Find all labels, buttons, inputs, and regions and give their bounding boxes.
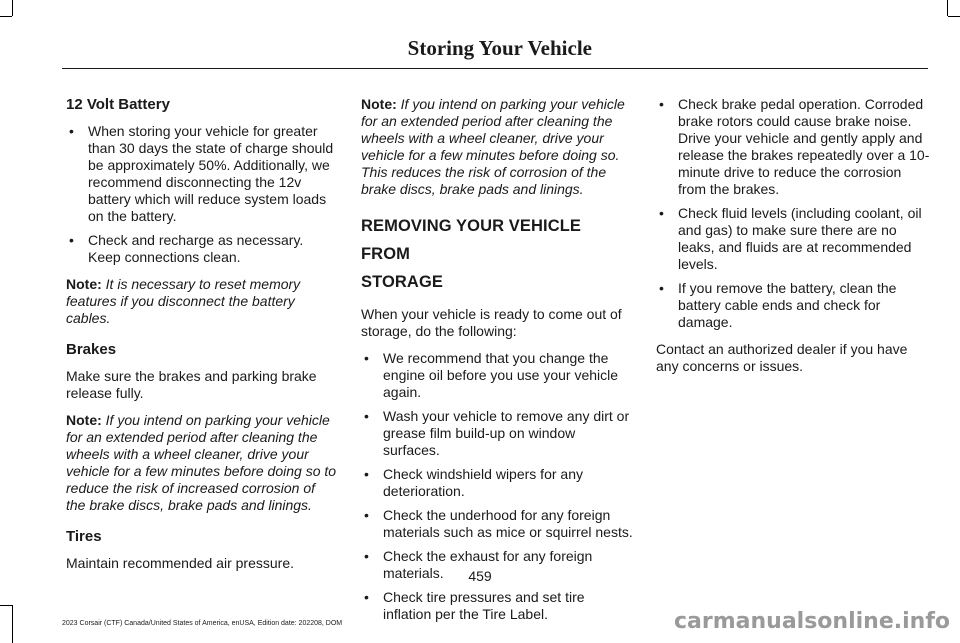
battery-list xyxy=(66,123,338,266)
page-title: Storing Your Vehicle xyxy=(407,36,592,60)
bullet-glyph: • xyxy=(364,589,369,605)
bullet-glyph: • xyxy=(659,280,664,296)
section-intro: When your vehicle is ready to come out of storage, do the following: xyxy=(361,306,622,339)
bullet-glyph: • xyxy=(364,408,369,424)
middle-column xyxy=(361,96,633,633)
bullet-glyph: • xyxy=(364,466,369,482)
crop-mark-top-left-h xyxy=(0,16,12,17)
note-text: If you intend on parking your vehicle for an extended period after cleaning the wheels with a wheel cleaner, drive your vehicle for a few minutes before doing so to reduce the risk of increased corrosion of the brake discs, brake pads and linings. xyxy=(66,412,337,513)
note-label: Note: xyxy=(361,96,397,112)
left-column xyxy=(66,96,338,582)
note-text: It is necessary to reset memory features if you disconnect the battery cables. xyxy=(66,276,301,326)
bullet-glyph: • xyxy=(659,205,664,221)
list-item-text: Check and recharge as necessary. Keep connections clean. xyxy=(88,232,304,265)
list-item-text: Check the exhaust for any foreign materials. xyxy=(383,548,593,581)
note-label: Note: xyxy=(66,276,102,292)
tires-text: Maintain recommended air pressure. xyxy=(66,555,294,571)
bullet-glyph: • xyxy=(364,507,369,523)
section-heading-line-2: STORAGE xyxy=(361,273,443,291)
storage-checks-list xyxy=(656,96,930,331)
crop-mark-top-right-h xyxy=(948,16,960,17)
closing-text: Contact an authorized dealer if you have any concerns or issues. xyxy=(656,341,908,374)
note-label: Note: xyxy=(66,412,102,428)
list-item xyxy=(361,466,633,500)
list-item xyxy=(656,96,930,198)
page-number: 459 xyxy=(468,568,492,584)
bullet-glyph: • xyxy=(364,350,369,366)
note-text: If you intend on parking your vehicle for an extended period after cleaning the wheels with a wheel cleaner, drive your vehicle for a few minutes before doing so. This reduces the risk of corrosion of the brake discs, brake pads and linings. xyxy=(361,96,625,197)
brakes-heading: Brakes xyxy=(66,341,117,358)
crop-mark-top-left-v xyxy=(12,0,13,16)
bullet-glyph: • xyxy=(364,548,369,564)
list-item-text: Check fluid levels (including coolant, oil and gas) to make sure there are no leaks, and fluids are at recommended levels. xyxy=(678,205,922,272)
list-item-text: Check windshield wipers for any deterioration. xyxy=(383,466,583,499)
edition-footer: 2023 Corsair (CTF) Canada/United States of America, enUSA, Edition date: 202208, DOM xyxy=(62,620,343,627)
crop-mark-bottom-left-v xyxy=(12,605,13,643)
list-item-text: Check the underhood for any foreign materials such as mice or squirrel nests. xyxy=(383,507,633,540)
list-item xyxy=(656,280,930,331)
list-item-text: When storing your vehicle for greater than 30 days the state of charge should be approximately 50%. Additionally, we recommend disconnecting the 12v battery which will reduce system loads on the battery. xyxy=(88,123,334,224)
right-column xyxy=(656,96,930,385)
battery-note xyxy=(66,276,338,327)
bullet-glyph: • xyxy=(69,232,74,248)
list-item-text: If you remove the battery, clean the battery cable ends and check for damage. xyxy=(678,280,897,330)
list-item-text: Wash your vehicle to remove any dirt or grease film build-up on window surfaces. xyxy=(383,408,630,458)
list-item xyxy=(361,408,633,459)
watermark: carmanualsonline.info xyxy=(674,609,950,634)
bullet-glyph: • xyxy=(659,96,664,112)
brakes-note xyxy=(66,412,338,514)
header-divider xyxy=(62,68,928,69)
list-item xyxy=(66,123,338,225)
brakes-text: Make sure the brakes and parking brake release fully. xyxy=(66,368,317,401)
section-heading-line-1: REMOVING YOUR VEHICLE FROM xyxy=(361,217,581,263)
crop-mark-top-right-v xyxy=(947,0,948,16)
list-item-text: We recommend that you change the engine oil before you use your vehicle again. xyxy=(383,350,619,400)
list-item xyxy=(66,232,338,266)
list-item xyxy=(361,589,633,623)
list-item xyxy=(656,205,930,273)
bullet-glyph: • xyxy=(69,123,74,139)
crop-mark-bottom-left-h xyxy=(0,605,12,606)
tires-heading: Tires xyxy=(66,528,102,545)
list-item-text: Check brake pedal operation. Corroded brake rotors could cause brake noise. Drive your vehicle and gently apply and release the brakes repeatedly over a 10-minute drive to reduce the corrosion from the brakes. xyxy=(678,96,930,197)
wheel-cleaner-note xyxy=(361,96,633,198)
battery-heading: 12 Volt Battery xyxy=(66,96,170,113)
section-heading xyxy=(361,212,633,296)
list-item xyxy=(361,507,633,541)
list-item-text: Check tire pressures and set tire inflation per the Tire Label. xyxy=(383,589,585,622)
list-item xyxy=(361,350,633,401)
